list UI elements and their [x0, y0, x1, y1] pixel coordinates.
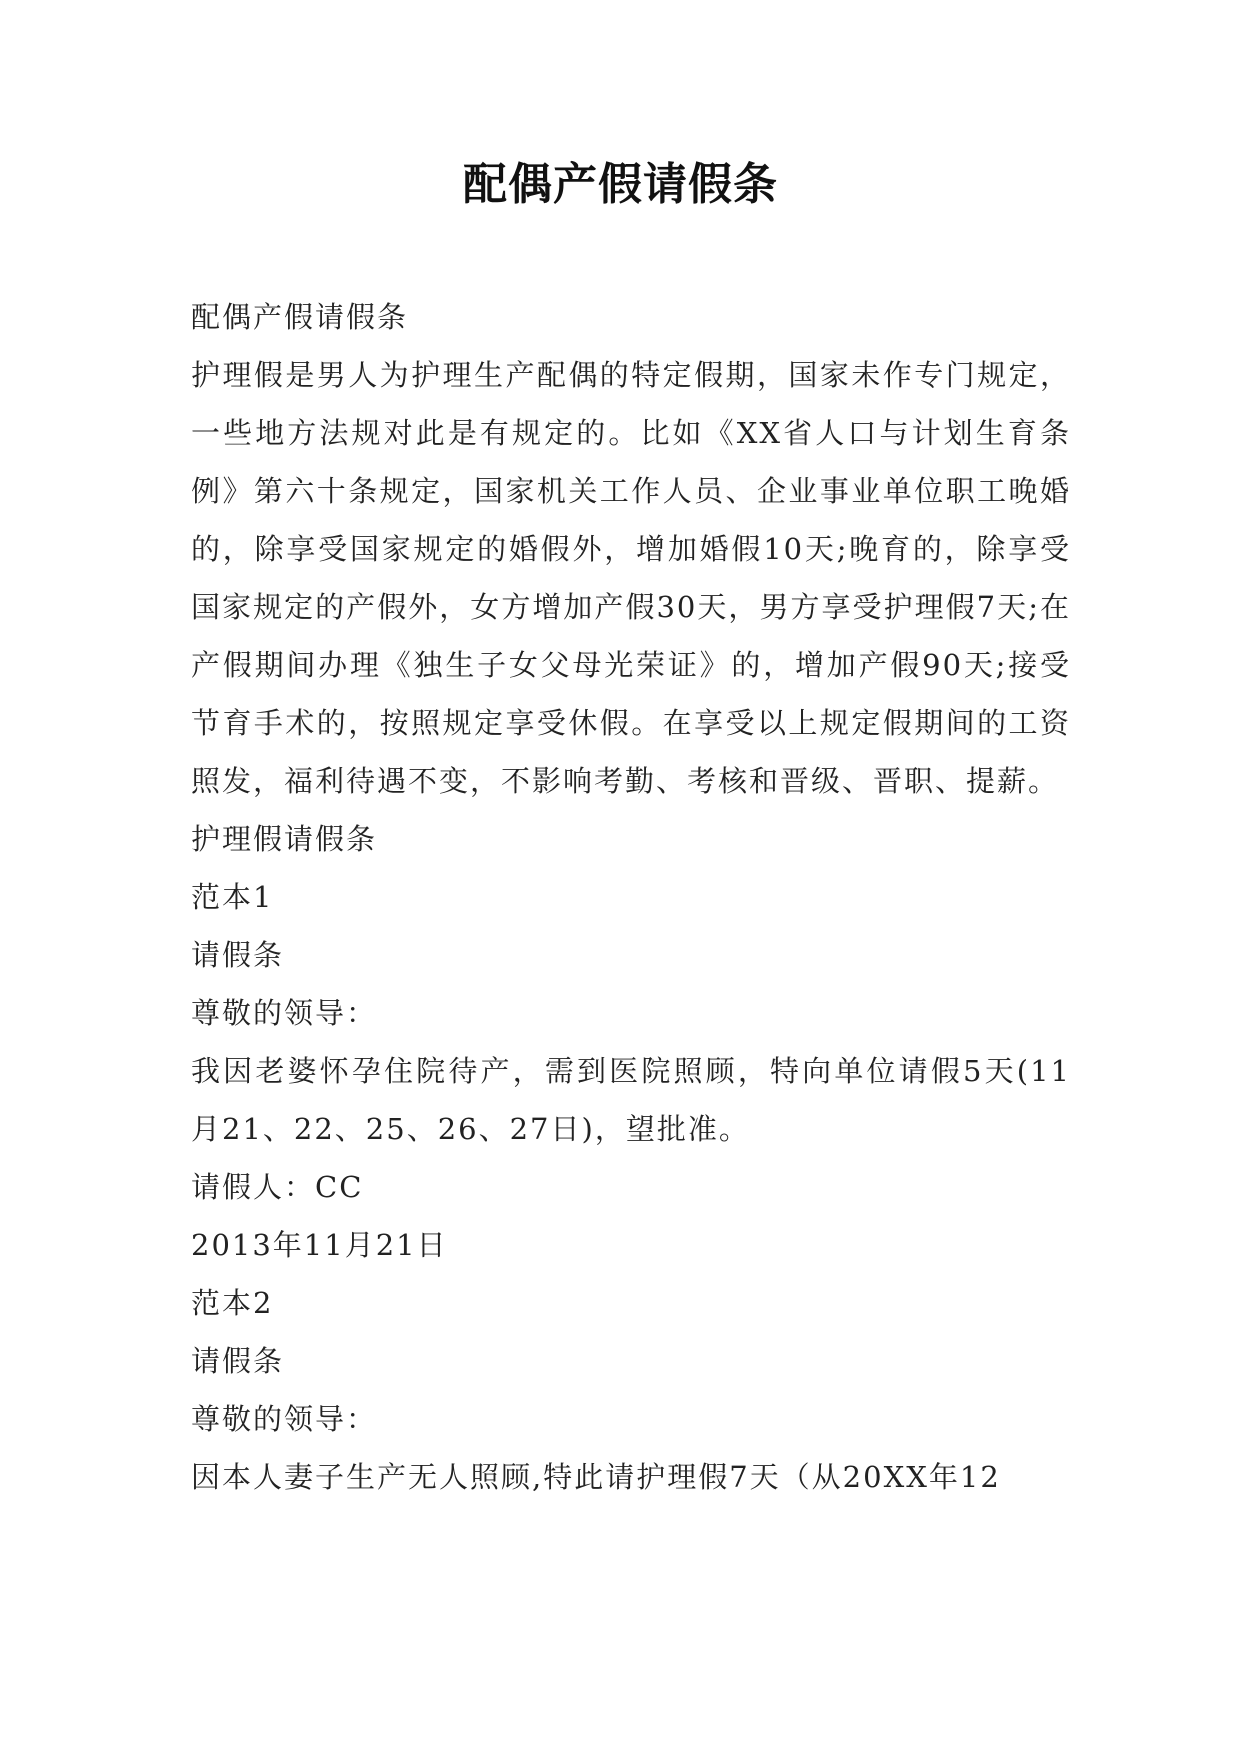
body-paragraph: 范本1: [191, 880, 274, 914]
body-paragraph: 范本2: [191, 1286, 274, 1320]
document-title: 配偶产假请假条: [463, 159, 778, 210]
body-paragraph: 请假条: [191, 938, 285, 972]
body-paragraph: 请假人：CC: [191, 1170, 364, 1204]
document-body: [191, 288, 1071, 1506]
body-paragraph: 护理假请假条: [191, 822, 378, 856]
body-paragraph: 2013年11月21日: [191, 1228, 448, 1262]
body-paragraph: 尊敬的领导：: [191, 1402, 378, 1436]
body-paragraph: 护理假是男人为护理生产配偶的特定假期，国家未作专门规定，一些地方法规对此是有规定的。比如《XX省人口与计划生育条例》第六十条规定，国家机关工作人员、企业事业单位职工晚婚的，除享受国家规定的婚假外，增加婚假10天;晚育的，除享受国家规定的产假外，女方增加产假30天，男方享受护理假7天;在产假期间办理《独生子女父母光荣证》的，增加产假90天;接受节育手术的，按照规定享受休假。在享受以上规定假期间的工资照发，福利待遇不变，不影响考勤、考核和晋级、晋职、提薪。: [191, 358, 1071, 798]
body-paragraph: 因本人妻子生产无人照顾,特此请护理假7天（从20XX年12: [191, 1460, 1001, 1494]
body-paragraph: 尊敬的领导：: [191, 996, 378, 1030]
body-paragraph: 我因老婆怀孕住院待产，需到医院照顾，特向单位请假5天(11月21、22、25、26、27日)，望批准。: [191, 1054, 1071, 1146]
body-paragraph: 请假条: [191, 1344, 285, 1378]
body-paragraph: 配偶产假请假条: [191, 300, 409, 334]
